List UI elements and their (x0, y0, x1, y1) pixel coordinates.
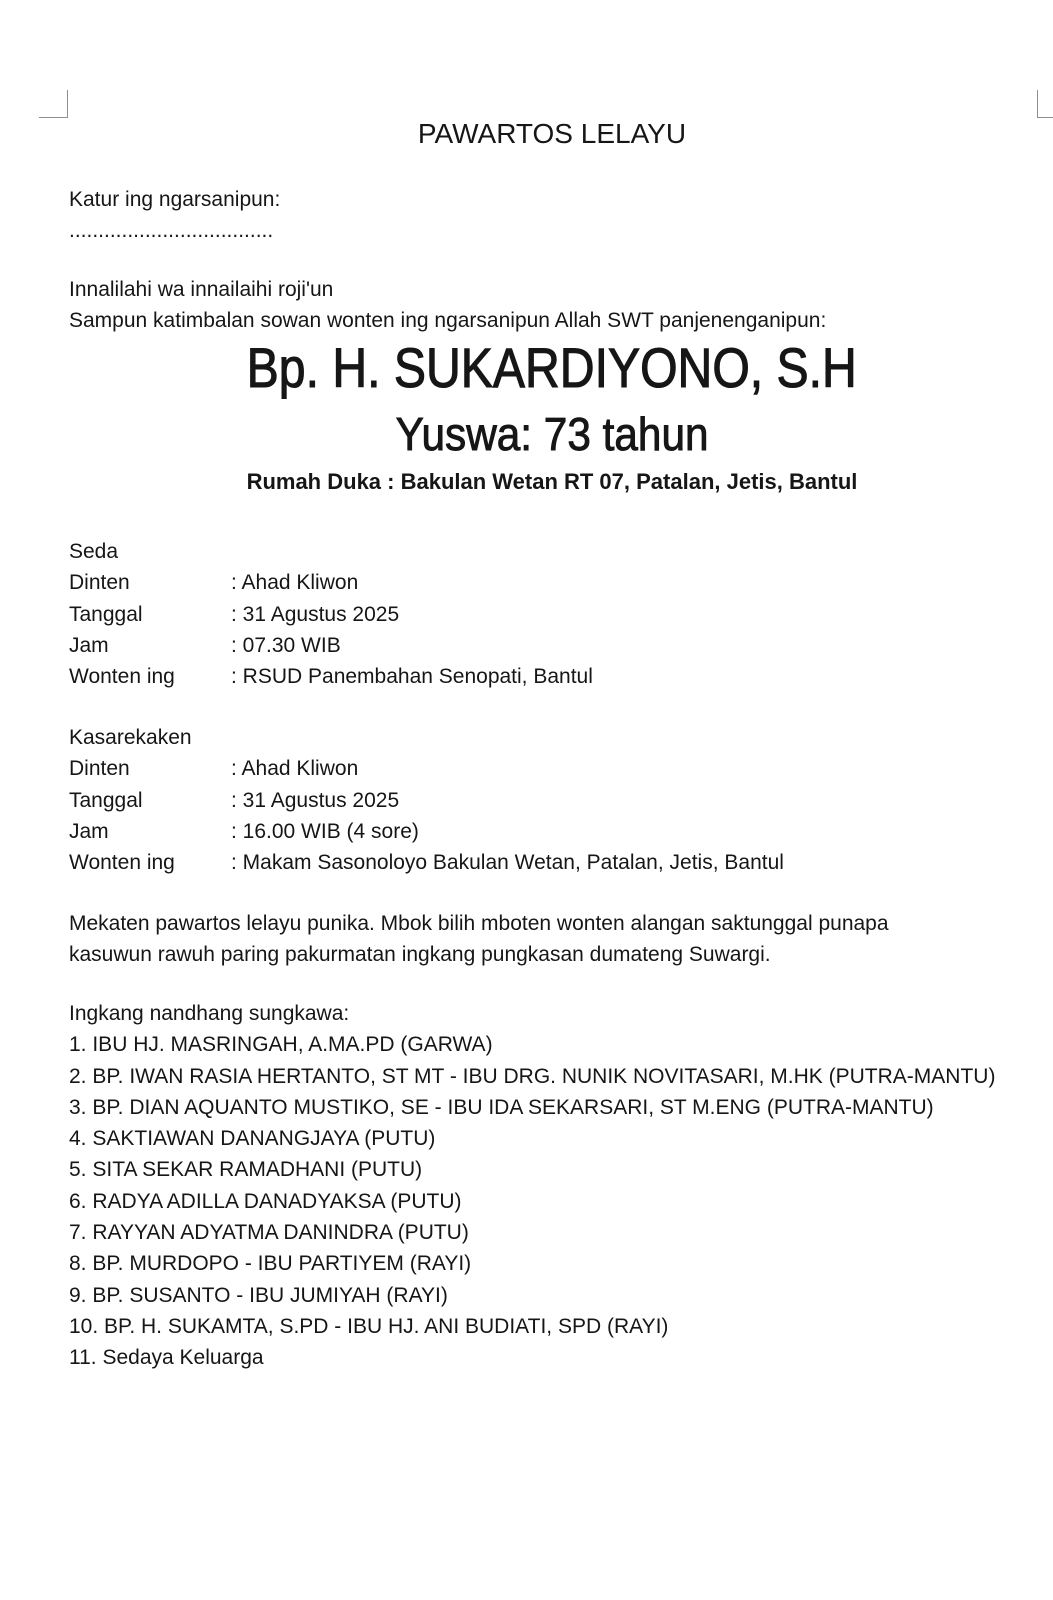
mourner-item: 11. Sedaya Keluarga (69, 1346, 264, 1370)
recipient-blank-line: ................................... (69, 219, 274, 243)
margin-corner-mark-top-left (39, 90, 68, 118)
detail-value: : RSUD Panembahan Senopati, Bantul (231, 665, 593, 689)
mourner-item: 4. SAKTIAWAN DANANGJAYA (PUTU) (69, 1127, 436, 1151)
deceased-name (67, 336, 1037, 400)
detail-value: : Ahad Kliwon (231, 757, 359, 781)
detail-label: Wonten ing (69, 665, 175, 689)
mourner-item: 5. SITA SEKAR RAMADHANI (PUTU) (69, 1158, 423, 1182)
deceased-name-text: Bp. H. SUKARDIYONO, S.H (246, 336, 858, 399)
detail-row (69, 630, 1037, 661)
mourners-list (69, 998, 1037, 1374)
detail-label: Tanggal (69, 788, 143, 812)
detail-label: Tanggal (69, 602, 143, 626)
document-title: PAWARTOS LELAYU (417, 118, 687, 149)
mourner-item: 10. BP. H. SUKAMTA, S.PD - IBU HJ. ANI BUDIATI, SPD (RAYI) (69, 1314, 669, 1338)
detail-label: Dinten (69, 571, 130, 595)
detail-label: Jam (69, 819, 109, 843)
mourner-item: 1. IBU HJ. MASRINGAH, A.MA.PD (GARWA) (69, 1033, 493, 1057)
death-heading: Seda (69, 540, 119, 563)
detail-row (69, 816, 1037, 847)
detail-value: : Ahad Kliwon (231, 571, 359, 595)
message-line: Mekaten pawartos lelayu punika. Mbok bilih mboten wonten alangan saktunggal punapa (69, 912, 889, 935)
detail-value: : Makam Sasonoloyo Bakulan Wetan, Patalan, Jetis, Bantul (231, 851, 784, 875)
mourner-item: 9. BP. SUSANTO - IBU JUMIYAH (RAYI) (69, 1283, 448, 1307)
margin-corner-mark-top-right (1037, 90, 1053, 118)
detail-row (69, 753, 1037, 784)
detail-row (69, 599, 1037, 630)
mourner-item: 8. BP. MURDOPO - IBU PARTIYEM (RAYI) (69, 1252, 472, 1276)
mourner-item: 2. BP. IWAN RASIA HERTANTO, ST MT - IBU DRG. NUNIK NOVITASARI, M.HK (PUTRA-MANTU) (69, 1064, 996, 1088)
deceased-age (67, 408, 1037, 460)
detail-value: : 31 Agustus 2025 (231, 602, 400, 626)
detail-row (69, 567, 1037, 598)
message-line: kasuwun rawuh paring pakurmatan ingkang pungkasan dumateng Suwargi. (69, 943, 771, 967)
mourner-item: 3. BP. DIAN AQUANTO MUSTIKO, SE - IBU IDA SEKARSARI, ST M.ENG (PUTRA-MANTU) (69, 1095, 934, 1119)
mourner-item: 6. RADYA ADILLA DANADYAKSA (PUTU) (69, 1189, 462, 1213)
burial-heading: Kasarekaken (69, 726, 192, 749)
deceased-age-text: Yuswa: 73 tahun (395, 408, 709, 460)
detail-value: : 31 Agustus 2025 (231, 788, 400, 812)
detail-row (69, 847, 1037, 878)
detail-value: : 07.30 WIB (231, 633, 341, 657)
detail-label: Wonten ing (69, 851, 175, 875)
funeral-home-address: Rumah Duka : Bakulan Wetan RT 07, Patalan, Jetis, Bantul (246, 469, 858, 494)
opening-block (69, 274, 1037, 337)
burial-details (69, 722, 1037, 878)
detail-row (69, 661, 1037, 692)
recipient-label: Katur ing ngarsanipun: (69, 188, 281, 211)
detail-label: Jam (69, 633, 109, 657)
recipient-block (69, 184, 1037, 247)
detail-label: Dinten (69, 757, 130, 781)
death-details (69, 536, 1037, 692)
detail-value: : 16.00 WIB (4 sore) (231, 819, 419, 843)
opening-line: Sampun katimbalan sowan wonten ing ngarsanipun Allah SWT panjenenganipun: (69, 309, 827, 333)
opening-line: Innalilahi wa innailaihi roji'un (69, 278, 334, 301)
message-paragraph (69, 908, 1037, 971)
mourner-item: 7. RAYYAN ADYATMA DANINDRA (PUTU) (69, 1221, 469, 1245)
mourners-heading: Ingkang nandhang sungkawa: (69, 1002, 350, 1025)
detail-row (69, 785, 1037, 816)
